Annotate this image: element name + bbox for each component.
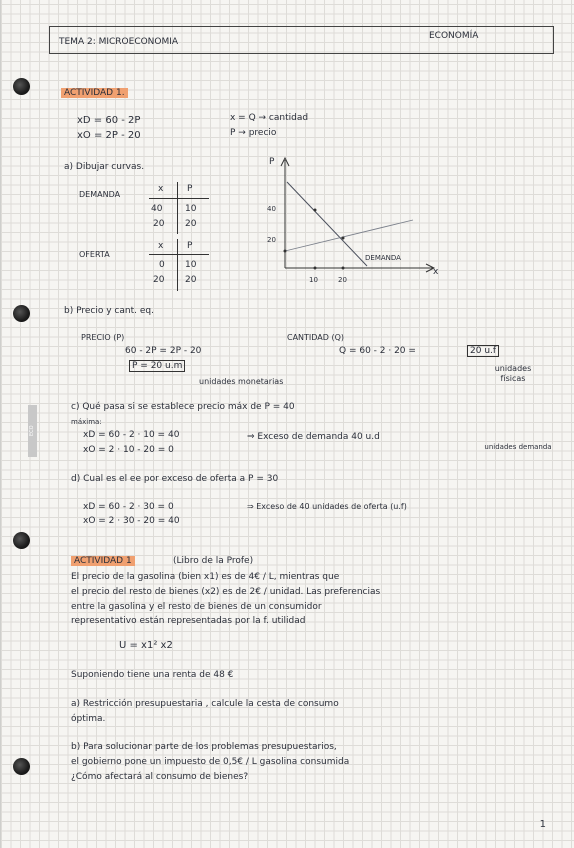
x-axis-label: x	[433, 267, 439, 277]
question-2a: a) Restricción presupuestaria , calcule la cesta de consumo	[71, 699, 339, 709]
margin-brand-strip: ECO	[28, 405, 37, 457]
quantity-equation: Q = 60 - 2 · 20 =	[339, 346, 416, 356]
question-c: c) Qué pasa si se establece precio máx de P = 40	[71, 402, 295, 412]
demand-curve	[287, 182, 367, 266]
binder-hole	[13, 532, 30, 549]
d-demand-calc: xD = 60 - 2 · 30 = 0	[83, 502, 174, 512]
question-2a: óptima.	[71, 714, 106, 724]
statement-line: representativo están representadas por la f. utilidad	[71, 616, 306, 626]
quantity-result: 20 u.f	[467, 346, 499, 356]
price-result: P = 20 u.m	[129, 361, 185, 371]
question-2b: b) Para solucionar parte de los problemas presupuestarios,	[71, 742, 337, 752]
demand-p-1: 10	[185, 204, 197, 214]
supply-table-label: OFERTA	[79, 250, 110, 259]
statement-line: El precio de la gasolina (bien x1) es de 4€ / L, mientras que	[71, 572, 340, 582]
supply-x-1: 0	[159, 260, 165, 270]
page-number: 1	[539, 819, 546, 830]
activity1-title: ACTIVIDAD 1.	[61, 88, 128, 98]
c-demand-calc: xD = 60 - 2 · 10 = 40	[83, 430, 180, 440]
x-tick-label: 10	[309, 276, 318, 284]
question-b: b) Precio y cant. eq.	[64, 306, 154, 316]
binder-hole	[13, 305, 30, 322]
quantity-heading: CANTIDAD (Q)	[287, 333, 345, 342]
activity2-note: (Libro de la Profe)	[173, 556, 254, 566]
d-result: ⇒ Exceso de 40 unidades de oferta (u.f)	[247, 502, 407, 511]
table-divider	[177, 239, 178, 291]
supply-demand-graph	[263, 150, 448, 290]
supply-col-p: P	[187, 241, 193, 251]
quantity-unit: unidades físicas	[494, 364, 532, 383]
binder-hole	[13, 78, 30, 95]
definition-x: x = Q → cantidad	[230, 113, 309, 123]
question-2b: ¿Cómo afectará al consumo de bienes?	[71, 772, 249, 782]
demand-x-1: 40	[151, 204, 163, 214]
price-heading: PRECIO (P)	[81, 333, 125, 342]
y-axis-label: P	[269, 157, 275, 167]
c-supply-calc: xO = 2 · 10 - 20 = 0	[83, 445, 174, 455]
activity2-title: ACTIVIDAD 1	[71, 556, 135, 566]
x-tick-point	[314, 267, 317, 270]
supply-x-2: 20	[153, 275, 165, 285]
demand-curve-label: DEMANDA	[365, 254, 401, 262]
subject-title: ECONOMÍA	[429, 31, 479, 41]
demand-x-2: 20	[153, 219, 165, 229]
supply-p-2: 20	[185, 275, 197, 285]
demand-col-p: P	[187, 184, 193, 194]
definition-p: P → precio	[230, 128, 277, 138]
topic-title: TEMA 2: MICROECONOMIA	[59, 37, 179, 47]
d-supply-calc: xO = 2 · 30 - 20 = 40	[83, 516, 180, 526]
supply-equation: xO = 2P - 20	[77, 130, 141, 141]
utility-function: U = x1² x2	[119, 640, 173, 651]
question-c-sub: máxima:	[71, 418, 102, 426]
price-equation: 60 - 2P = 2P - 20	[125, 346, 202, 356]
x-tick-point	[342, 267, 345, 270]
equilibrium-point	[342, 237, 345, 240]
supply-p-1: 10	[185, 260, 197, 270]
demand-point	[314, 209, 317, 212]
y-tick-label: 20	[267, 236, 276, 244]
demand-col-x: x	[158, 184, 164, 194]
question-a: a) Dibujar curvas.	[64, 162, 145, 172]
table-divider	[149, 198, 209, 199]
question-d: d) Cual es el ee por exceso de oferta a P = 30	[71, 474, 279, 484]
demand-p-2: 20	[185, 219, 197, 229]
statement-line: el precio del resto de bienes (x2) es de 2€ / unidad. Las preferencias	[71, 587, 381, 597]
table-divider	[149, 254, 209, 255]
x-tick-label: 20	[338, 276, 347, 284]
demand-equation: xD = 60 - 2P	[77, 115, 141, 126]
y-tick-label: 40	[267, 205, 276, 213]
supply-intercept-point	[284, 250, 287, 253]
price-unit: unidades monetarias	[199, 377, 284, 386]
demand-table-label: DEMANDA	[79, 190, 121, 199]
income-statement: Suponiendo tiene una renta de 48 €	[71, 670, 234, 680]
question-2b: el gobierno pone un impuesto de 0,5€ / L gasolina consumida	[71, 757, 350, 767]
table-divider	[177, 182, 178, 234]
c-result: ⇒ Exceso de demanda 40 u.d	[247, 432, 380, 442]
supply-curve	[285, 220, 413, 251]
c-unit: unidades demanda	[484, 443, 552, 451]
supply-col-x: x	[158, 241, 164, 251]
statement-line: entre la gasolina y el resto de bienes de un consumidor	[71, 602, 322, 612]
binder-hole	[13, 758, 30, 775]
